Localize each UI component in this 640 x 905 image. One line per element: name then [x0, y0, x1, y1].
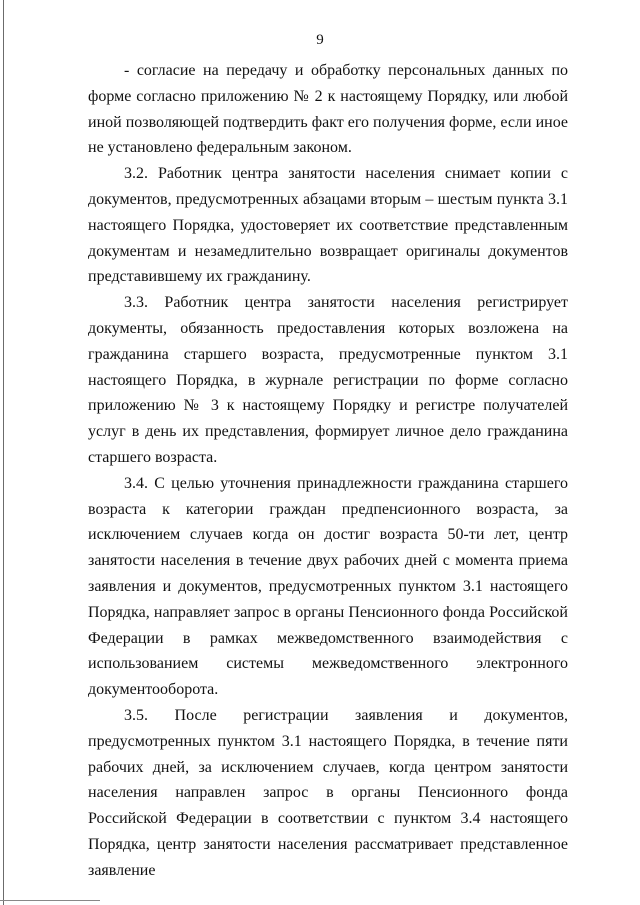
paragraph-consent: - согласие на передачу и обработку персональных данных по форме согласно приложению № 2 к настоящему Порядку, или любой иной позволяющей подтвердить факт его получения форме, если иное не установлено федеральным законом.	[88, 62, 568, 157]
left-margin-rule	[3, 0, 4, 905]
page-number: 9	[316, 32, 324, 48]
bottom-scan-line	[0, 900, 100, 901]
paragraph-3-2: 3.2. Работник центра занятости населения снимает копии с документов, предусмотренных абзацами вторым – шестым пункта 3.1 настоящего Порядка, удостоверяет их соответствие представленным документам и незамедлительно возвращает оригиналы документов представившему их гражданину.	[88, 165, 568, 286]
paragraph-3-5: 3.5. После регистрации заявления и документов, предусмотренных пунктом 3.1 настоящего Порядка, в течение пяти рабочих дней, за исключением случаев, когда центром занятости населения направлен запрос в органы Пенсионного фонда Российской Федерации в соответствии с пунктом 3.4 настоящего Порядка, центр занятости населения рассматривает представленное заявление	[88, 706, 568, 879]
paragraph-3-4: 3.4. С целью уточнения принадлежности гражданина старшего возраста к категории граждан предпенсионного возраста, за исключением случаев когда он достиг возраста 50-ти лет, центр занятости населения в течение двух рабочих дней с момента приема заявления и документов, предусмотренных пунктом 3.1 настоящего Порядка, направляет запрос в органы Пенсионного фонда Российской Федерации в рамках межведомственного взаимодействия с использованием системы межведомственного электронного документооборота.	[88, 474, 568, 699]
paragraph-3-3: 3.3. Работник центра занятости населения регистрирует документы, обязанность предоставления которых возложена на гражданина старшего возраста, предусмотренные пунктом 3.1 настоящего Порядка, в журнале регистрации по форме согласно приложению № 3 к настоящему Порядку и регистре получателей услуг в день их представления, формирует личное дело гражданина старшего возраста.	[88, 294, 568, 466]
document-body	[88, 58, 568, 884]
